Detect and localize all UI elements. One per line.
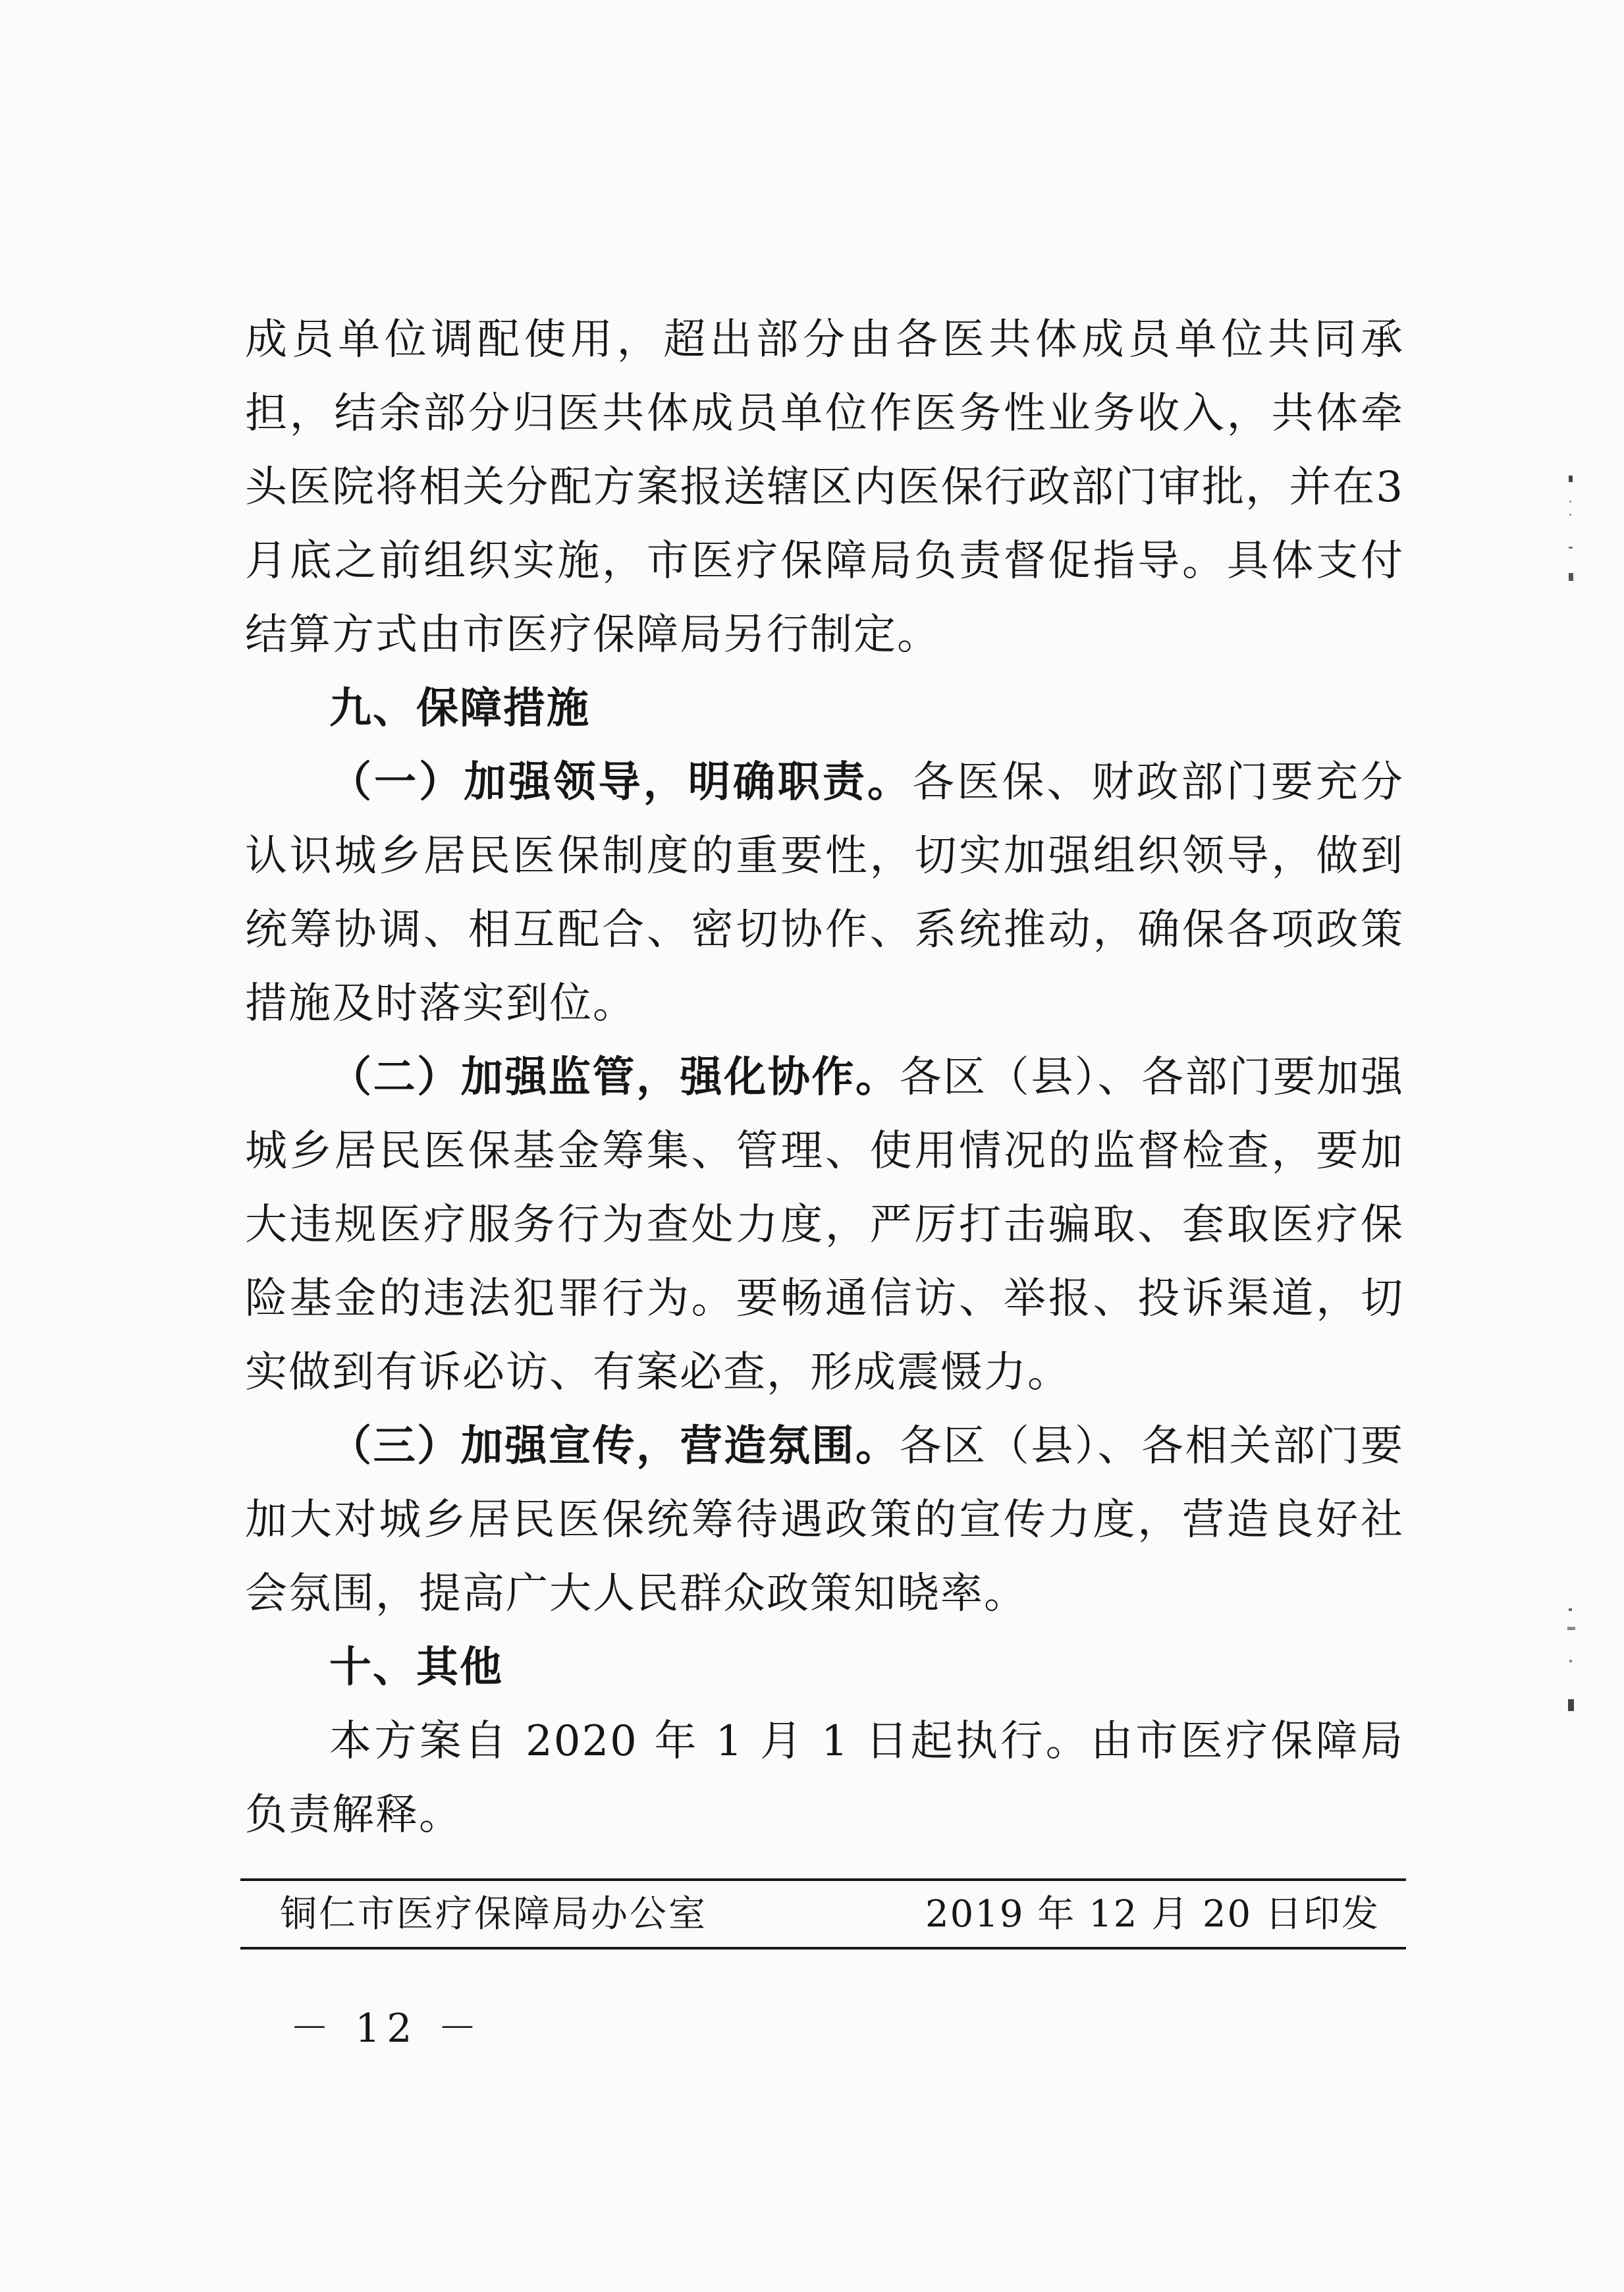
paragraph-supervision-lead: （二）加强监管，强化协作。 <box>329 1052 900 1102</box>
paragraph-leadership-lead: （一）加强领导，明确职责。 <box>329 757 913 807</box>
paragraph-effective-date: 本方案自 2020 年 1 月 1 日起执行。由市医疗保障局负责解释。 <box>245 1717 1404 1840</box>
paragraph-supervision-body: 各区（县）、各部门要加强城乡居民医保基金筹集、管理、使用情况的监督检查，要加大违规医疗服务行为查处力度，严厉打击骗取、套取医疗保险基金的违法犯罪行为。要畅通信访、举报、投诉渠道，切实做到有诉必访、有案必查，形成震慑力。 <box>245 1053 1405 1397</box>
footer-issuer: 铜仁市医疗保障局办公室 <box>280 1893 707 1936</box>
page-number: － 12 － <box>290 2006 484 2052</box>
scan-margin-marks-upper <box>1561 474 1581 586</box>
section-heading-10: 十、其他 <box>329 1643 503 1692</box>
footer-row <box>240 1885 1406 1944</box>
paragraph-publicity-body: 各区（县）、各相关部门要加大对城乡居民医保统筹待遇政策的宣传力度，营造良好社会氛围，提高广大人民群众政策知晓率。 <box>245 1422 1405 1618</box>
footer-bottom-rule <box>240 1947 1406 1950</box>
paragraph-continuation: 成员单位调配使用，超出部分由各医共体成员单位共同承担，结余部分归医共体成员单位作医务性业务收入，共体牵头医院将相关分配方案报送辖区内医保行政部门审批，并在3月底之前组织实施，市医疗保障局负责督促指导。具体支付结算方式由市医疗保障局另行制定。 <box>245 315 1404 659</box>
footer-issue-date: 2019 年 12 月 20 日印发 <box>925 1893 1380 1936</box>
paragraph-publicity <box>245 1409 1404 1631</box>
document-body <box>245 303 1404 1852</box>
footer-top-rule <box>240 1878 1406 1881</box>
paragraph-leadership <box>245 746 1404 1041</box>
scan-margin-marks-lower <box>1561 1607 1581 1726</box>
paragraph-leadership-body: 各医保、财政部门要充分认识城乡居民医保制度的重要性，切实加强组织领导，做到统筹协调、相互配合、密切协作、系统推动，确保各项政策措施及时落实到位。 <box>245 758 1405 1028</box>
paragraph-supervision <box>245 1041 1404 1409</box>
paragraph-publicity-lead: （三）加强宣传，营造氛围。 <box>329 1421 900 1471</box>
section-heading-9: 九、保障措施 <box>329 684 590 733</box>
